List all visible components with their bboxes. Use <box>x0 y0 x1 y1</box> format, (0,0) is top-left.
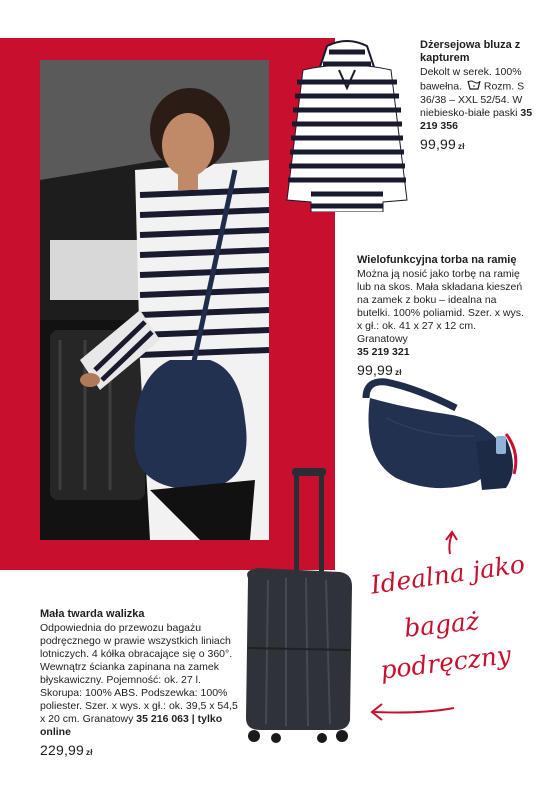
slogan-line-2: bagaż <box>402 606 481 643</box>
bag-price: 99,99 zł <box>357 362 402 378</box>
slogan-line-1: Idealna jako <box>368 549 527 600</box>
slogan-line-3: podręczny <box>378 640 513 685</box>
suitcase-image <box>236 468 360 748</box>
wash-icon <box>467 79 481 94</box>
shoulder-bag-image <box>356 378 524 502</box>
suitcase-product-info <box>40 608 240 759</box>
hoodie-product-info <box>420 39 550 153</box>
hoodie-description: Dekolt w serek. 100% bawełna. Rozm. S 36/38 – XXL 52/54. W niebiesko-białe paski 35 219 356 <box>420 66 533 132</box>
bag-product-code: 35 219 321 <box>357 346 410 358</box>
suitcase-product-code: 35 216 063 <box>136 713 189 725</box>
hoodie-title: Dżersejowa bluza z kapturem <box>420 39 521 64</box>
woman-with-luggage-illustration <box>40 60 269 540</box>
bag-title: Wielofunkcyjna torba na ramię <box>357 254 517 266</box>
bag-description: Można ją nosić jako torbę na ramię lub na skos. Mała składana kieszeń na zamek z boku – idealna na butelki. 100% poliamid. Szer. x wys. x gł.: ok. 41 x 27 x 12 cm. Granatowy 35 219 321 <box>357 268 524 358</box>
suitcase-description: Odpowiednia do przewozu bagażu podręcznego w prawie wszystkich liniach lotniczych. 4 kółka obracające się o 360°. Wewnątrz ścianka zapinana na zamek błyskawiczny. Pojemność: ok. 27 l. Skorupa: 100% ABS. Podszewka: 100% poliester. Szer. x wys. x gł.: ok. 39,5 x 54,5 x 20 cm. Granatowy 35 216 063 | tylko online <box>40 622 238 738</box>
handwritten-slogan <box>362 530 532 730</box>
suitcase-online-only: | tylko online <box>40 713 223 738</box>
bag-product-info <box>357 254 527 379</box>
suitcase-price: 229,99 zł <box>40 742 93 758</box>
hoodie-price: 99,99 zł <box>420 136 465 152</box>
hoodie-image <box>283 40 411 212</box>
suitcase-title: Mała twarda walizka <box>40 608 145 620</box>
lifestyle-photo <box>40 60 269 540</box>
hoodie-product-code: 35 219 356 <box>420 107 533 132</box>
